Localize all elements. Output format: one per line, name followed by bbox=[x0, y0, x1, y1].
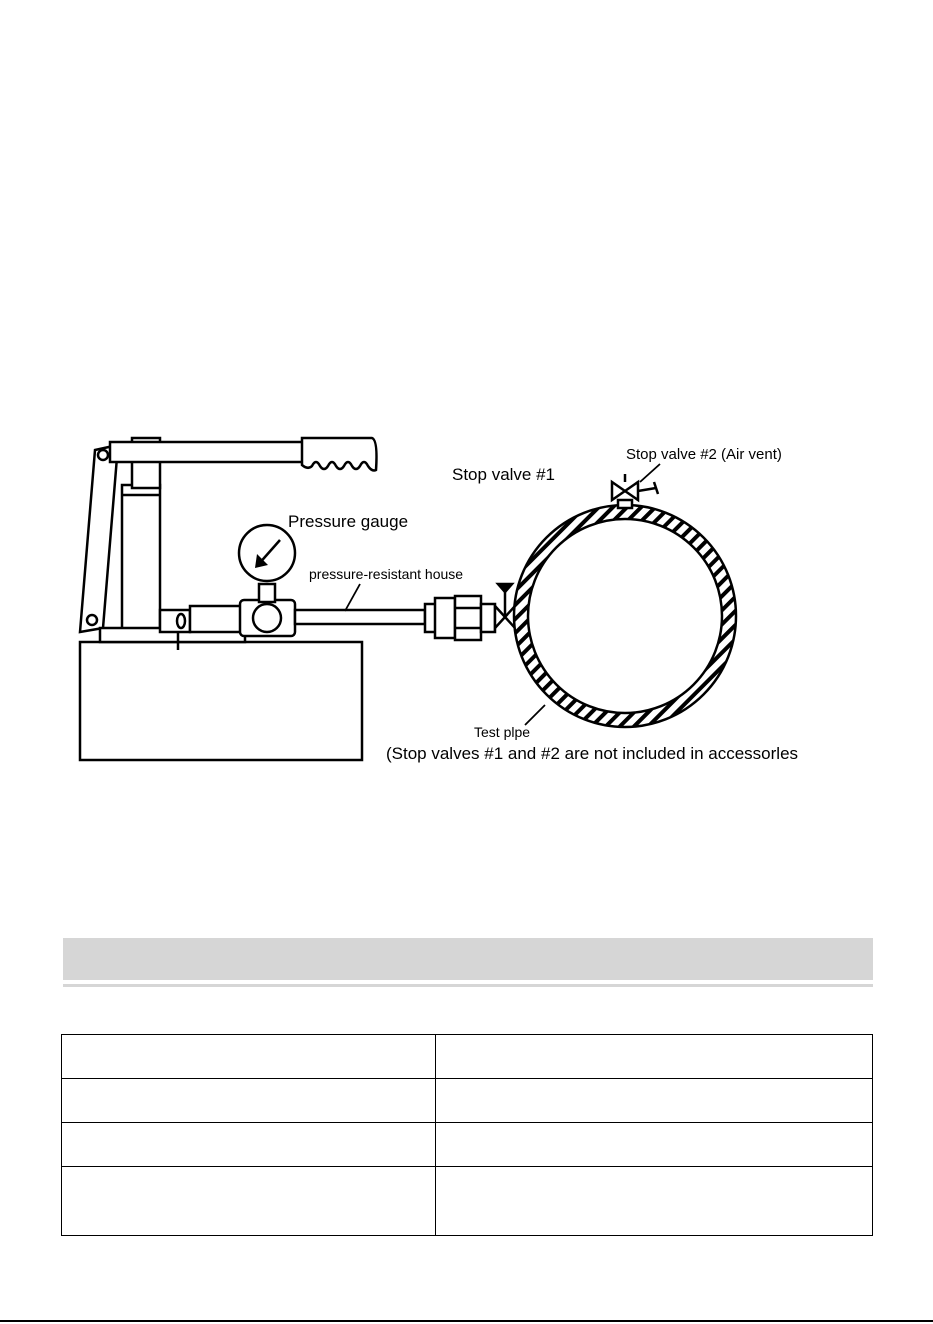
pressure-gauge-label: Pressure gauge bbox=[288, 512, 409, 531]
table-cell bbox=[436, 1123, 873, 1167]
accessories-note: (Stop valves #1 and #2 are not included in accessorles bbox=[386, 744, 799, 763]
pump-base bbox=[80, 642, 362, 760]
pressure-test-diagram bbox=[0, 420, 933, 780]
stop-valve-2 bbox=[612, 474, 658, 508]
hose-label: pressure-resistant house bbox=[309, 566, 464, 582]
table-row bbox=[62, 1035, 873, 1079]
table-cell bbox=[62, 1123, 436, 1167]
table-row bbox=[62, 1079, 873, 1123]
table-cell bbox=[436, 1035, 873, 1079]
stop-valve-2-label: Stop valve #2 (Air vent) bbox=[626, 446, 782, 463]
table-row bbox=[62, 1167, 873, 1236]
spec-table bbox=[61, 1034, 873, 1236]
pressure-gauge bbox=[239, 525, 295, 581]
section-divider bbox=[63, 984, 873, 987]
table-cell bbox=[62, 1167, 436, 1236]
table-cell bbox=[436, 1167, 873, 1236]
table-cell bbox=[62, 1035, 436, 1079]
test-pipe bbox=[514, 505, 736, 727]
table-cell bbox=[436, 1079, 873, 1123]
union-fitting bbox=[425, 596, 495, 640]
leader-lines bbox=[345, 464, 660, 725]
page-bottom-rule bbox=[0, 1320, 933, 1322]
test-pipe-label: Test plpe bbox=[474, 724, 531, 740]
table-row bbox=[62, 1123, 873, 1167]
stop-valve-1-label: Stop valve #1 bbox=[452, 465, 556, 484]
table-cell bbox=[62, 1079, 436, 1123]
section-header-bar bbox=[63, 938, 873, 980]
